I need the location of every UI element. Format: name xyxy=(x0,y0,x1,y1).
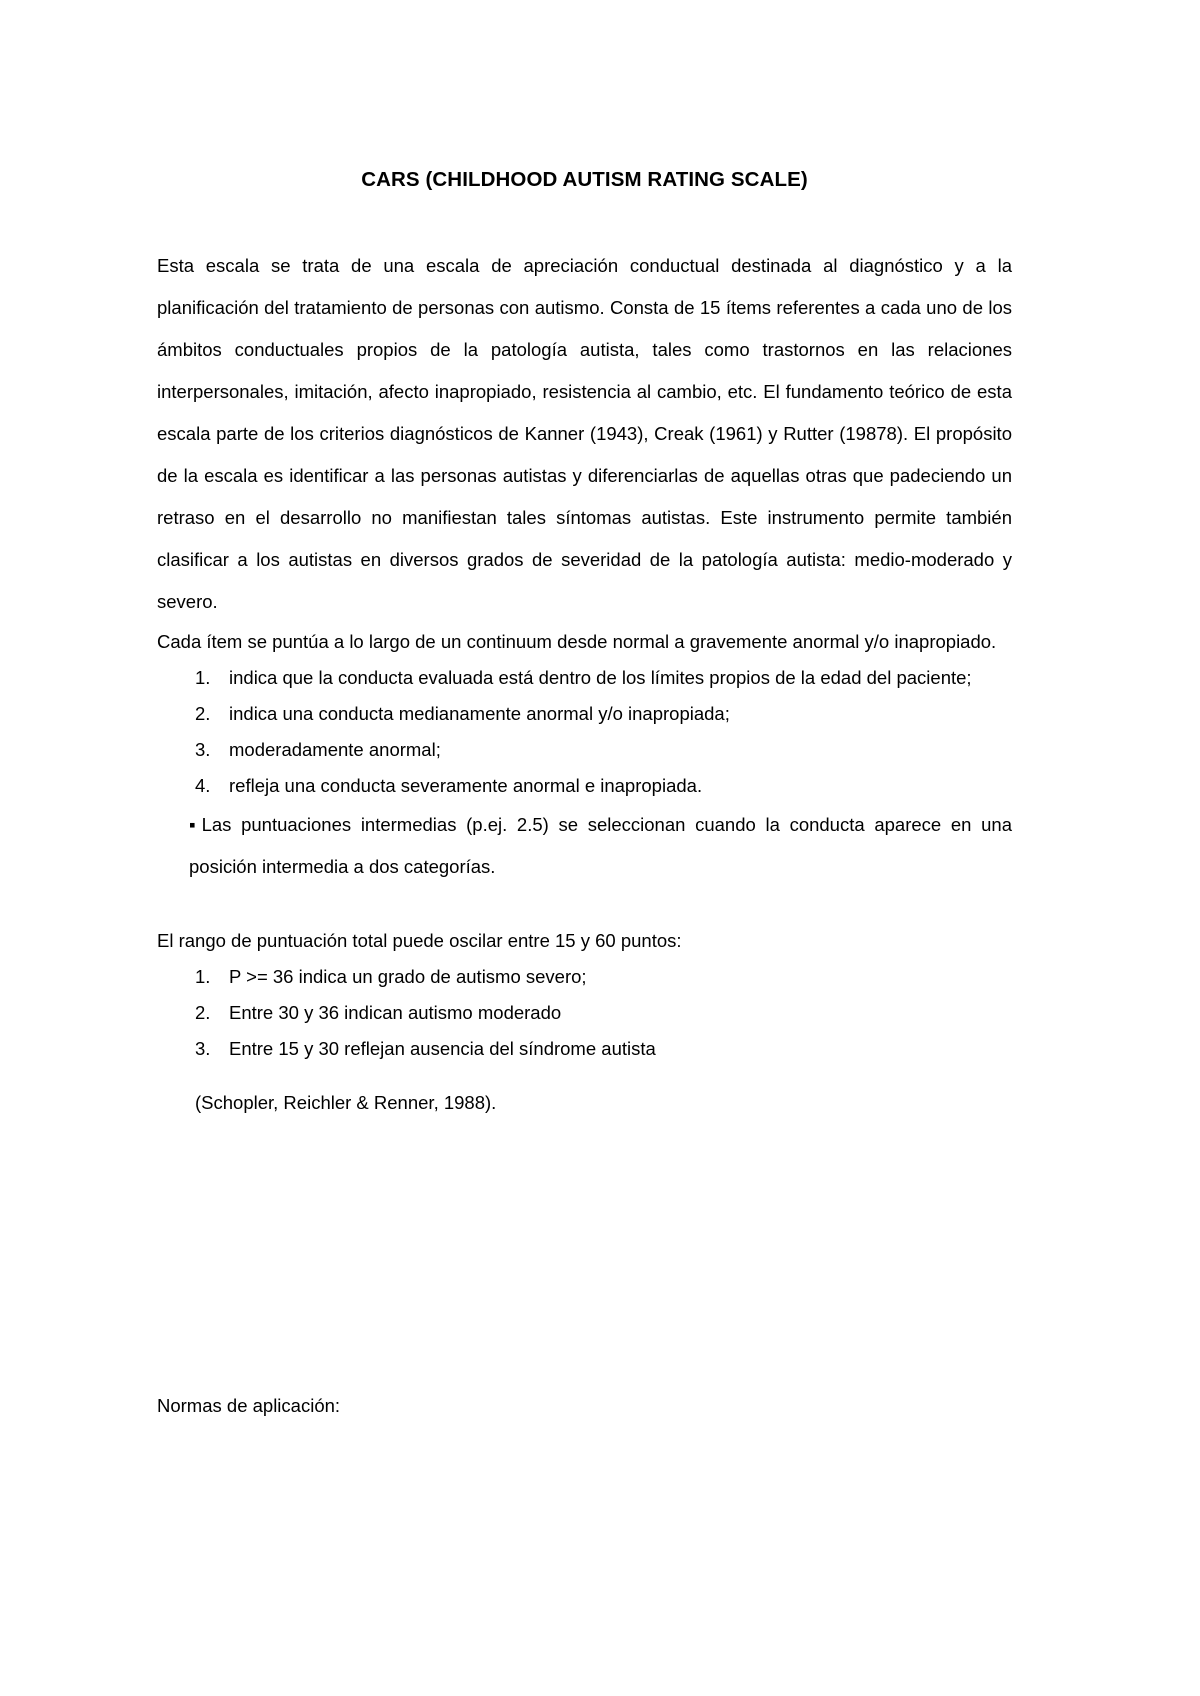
list-item-text: indica una conducta medianamente anormal y/o inapropiada; xyxy=(229,702,730,724)
list-item-text: indica que la conducta evaluada está dentro de los límites propios de la edad del paciente; xyxy=(229,666,972,688)
citation-line: (Schopler, Reichler & Renner, 1988). xyxy=(195,1092,497,1114)
list-marker: 1. xyxy=(195,666,211,688)
footer-heading: Normas de aplicación: xyxy=(157,1394,341,1416)
intermediate-scores-text: Las puntuaciones intermedias (p.ej. 2.5) se seleccionan cuando la conducta aparece en una posición intermedia a dos categorías. xyxy=(189,813,1012,877)
list-item xyxy=(157,696,1012,732)
list-marker: 4. xyxy=(195,774,211,796)
list-item-text: refleja una conducta severamente anormal e inapropiada. xyxy=(229,774,703,796)
list-item-text: Entre 30 y 36 indican autismo moderado xyxy=(229,1001,562,1023)
list-marker: 2. xyxy=(195,1001,211,1023)
section-spacer xyxy=(157,888,1012,922)
list-marker: 1. xyxy=(195,965,211,987)
range-intro-paragraph: El rango de puntuación total puede oscilar entre 15 y 60 puntos: xyxy=(157,929,682,951)
list-item xyxy=(157,995,1012,1031)
list-item-text: moderadamente anormal; xyxy=(229,738,441,760)
intermediate-scores-note xyxy=(157,804,1012,888)
list-item xyxy=(157,768,1012,804)
score-range-list xyxy=(157,959,1012,1067)
scoring-criteria-list xyxy=(157,660,1012,804)
list-item xyxy=(157,660,1012,696)
list-marker: 3. xyxy=(195,738,211,760)
list-item xyxy=(157,959,1012,995)
intro-paragraph: Esta escala se trata de una escala de apreciación conductual destinada al diagnóstico y a la planificación del tratamiento de personas con autismo. Consta de 15 ítems referentes a cada uno de los ámbitos conductuales propios de la patología autista, tales como trastornos en las relaciones interpersonales, imitación, afecto inapropiado, resistencia al cambio, etc. El fundamento teórico de esta escala parte de los criterios diagnósticos de Kanner (1943), Creak (1961) y Rutter (19878). El propósito de la escala es identificar a las personas autistas y diferenciarlas de aquellas otras que padeciendo un retraso en el desarrollo no manifiestan tales síntomas autistas. Este instrumento permite también clasificar a los autistas en diversos grados de severidad de la patología autista: medio-moderado y severo. xyxy=(157,254,1012,612)
list-item-text: Entre 15 y 30 reflejan ausencia del síndrome autista xyxy=(229,1037,656,1059)
list-marker: 3. xyxy=(195,1037,211,1059)
list-item xyxy=(157,1031,1012,1067)
bullet-icon: ▪ xyxy=(189,813,196,835)
list-item-text: P >= 36 indica un grado de autismo severo; xyxy=(229,965,587,987)
page-title: CARS (CHILDHOOD AUTISM RATING SCALE) xyxy=(361,168,808,191)
document-body xyxy=(157,168,1012,1140)
scoring-intro-paragraph: Cada ítem se puntúa a lo largo de un continuum desde normal a gravemente anormal y/o inapropiado. xyxy=(157,630,997,652)
list-marker: 2. xyxy=(195,702,211,724)
list-item xyxy=(157,732,1012,768)
